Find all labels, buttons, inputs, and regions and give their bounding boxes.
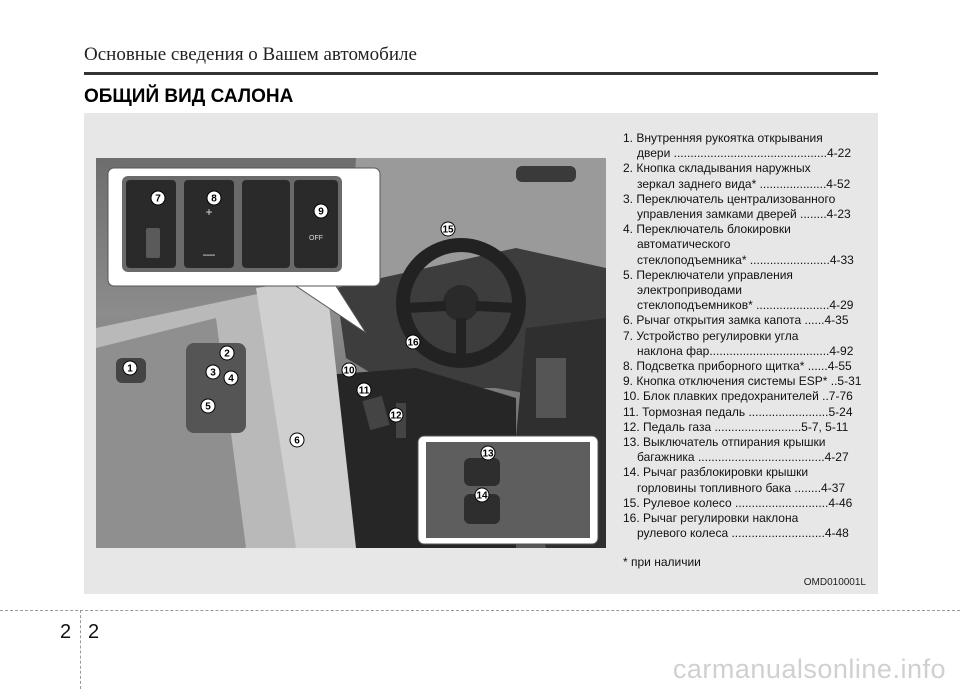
legend-item-text: 16. Рычаг регулировки наклона: [623, 511, 799, 526]
dimmer-plus-label: +: [205, 205, 213, 219]
legend-item-text: 10. Блок плавких предохранителей ..7-76: [623, 389, 853, 404]
interior-illustration: [96, 158, 606, 548]
callout-9: 9: [318, 206, 324, 218]
legend-item-text: стеклоподъемников* ......................4-29: [637, 298, 854, 313]
legend-item: [623, 374, 863, 389]
legend-item: [623, 465, 863, 495]
legend-item: [623, 268, 863, 314]
legend-item-text: 8. Подсветка приборного щитка* ......4-55: [623, 359, 852, 374]
legend-item: [623, 313, 863, 328]
callout-7: 7: [155, 193, 161, 205]
legend-item: [623, 405, 863, 420]
legend-item: [623, 420, 863, 435]
legend-item: [623, 511, 863, 541]
page-number-left: 2: [60, 621, 72, 643]
legend-item-text: электроприводами: [637, 283, 742, 298]
callout-8: 8: [211, 193, 217, 205]
legend-item: [623, 496, 863, 511]
legend-item: [623, 161, 863, 191]
legend-item-text: автоматического: [637, 237, 731, 252]
legend-item-text: управления замками дверей ........4-23: [637, 207, 851, 222]
legend-item-text: 13. Выключатель отпирания крышки: [623, 435, 826, 450]
legend-list: [623, 131, 863, 571]
page-vertical-rule: [80, 610, 81, 689]
legend-item-text: горловины топливного бака ........4-37: [637, 480, 846, 495]
legend-item-text: 7. Устройство регулировки угла: [623, 328, 799, 343]
callout-6: 6: [294, 435, 300, 447]
page-number-right: 2: [88, 621, 100, 643]
legend-item: [623, 222, 863, 268]
legend-item-text: рулевого колеса ............................4-48: [637, 526, 849, 541]
legend-item: [623, 435, 863, 465]
callout-1: 1: [127, 363, 133, 375]
legend-item-text: 9. Кнопка отключения системы ESP* ..5-31: [623, 374, 862, 389]
callout-13: 13: [482, 448, 494, 460]
legend-item-text: 5. Переключатели управления: [623, 267, 793, 282]
legend-item-text: 6. Рычаг открытия замка капота ......4-35: [623, 313, 849, 328]
legend-item-text: 3. Переключатель централизованного: [623, 191, 836, 206]
legend-item-text: стеклоподъемника* ........................4-33: [637, 252, 854, 267]
legend-item: [623, 359, 863, 374]
legend-item-text: 15. Рулевое колесо ............................4-46: [623, 495, 853, 510]
callout-11: 11: [358, 385, 370, 397]
legend-item-text: багажника ......................................4-27: [637, 450, 849, 465]
legend-items: [623, 131, 863, 541]
callout-2: 2: [224, 348, 230, 360]
legend-item-text: зеркал заднего вида* ....................4-52: [637, 176, 851, 191]
esp-off-label: OFF: [309, 235, 323, 242]
callout-14: 14: [476, 490, 488, 502]
legend-item-text: 4. Переключатель блокировки: [623, 222, 791, 237]
callout-3: 3: [210, 367, 216, 379]
legend-item-text: двери ..............................................4-22: [637, 146, 852, 161]
legend-item-text: наклона фар....................................4-92: [637, 343, 854, 358]
section-title: ОБЩИЙ ВИД САЛОНА: [84, 86, 294, 107]
legend-item: [623, 131, 863, 161]
legend-item: [623, 329, 863, 359]
callout-10: 10: [343, 365, 355, 377]
header-rule: [84, 72, 878, 75]
callout-12: 12: [390, 410, 402, 422]
callout-5: 5: [205, 401, 211, 413]
callout-16: 16: [407, 337, 419, 349]
legend-item: [623, 192, 863, 222]
legend-item-text: 11. Тормозная педаль ........................5-24: [623, 404, 853, 419]
page-header-title: Основные сведения о Вашем автомобиле: [84, 44, 417, 65]
callout-4: 4: [228, 373, 234, 385]
legend-item-text: 14. Рычаг разблокировки крышки: [623, 465, 809, 480]
callout-15: 15: [442, 224, 454, 236]
page-rule: [0, 610, 960, 611]
watermark: carmanualsonline.info: [672, 654, 946, 684]
legend-note: * при наличии: [623, 555, 701, 570]
legend-item-text: 12. Педаль газа ..........................5-7, 5-11: [623, 419, 849, 434]
figure-code: OMD010001L: [803, 577, 866, 588]
legend-item-text: 1. Внутренняя рукоятка открывания: [623, 131, 823, 145]
legend-item: [623, 389, 863, 404]
legend-item-text: 2. Кнопка складывания наружных: [623, 161, 811, 176]
interior-drawing: [96, 158, 606, 548]
dimmer-minus-label: —: [203, 247, 215, 261]
